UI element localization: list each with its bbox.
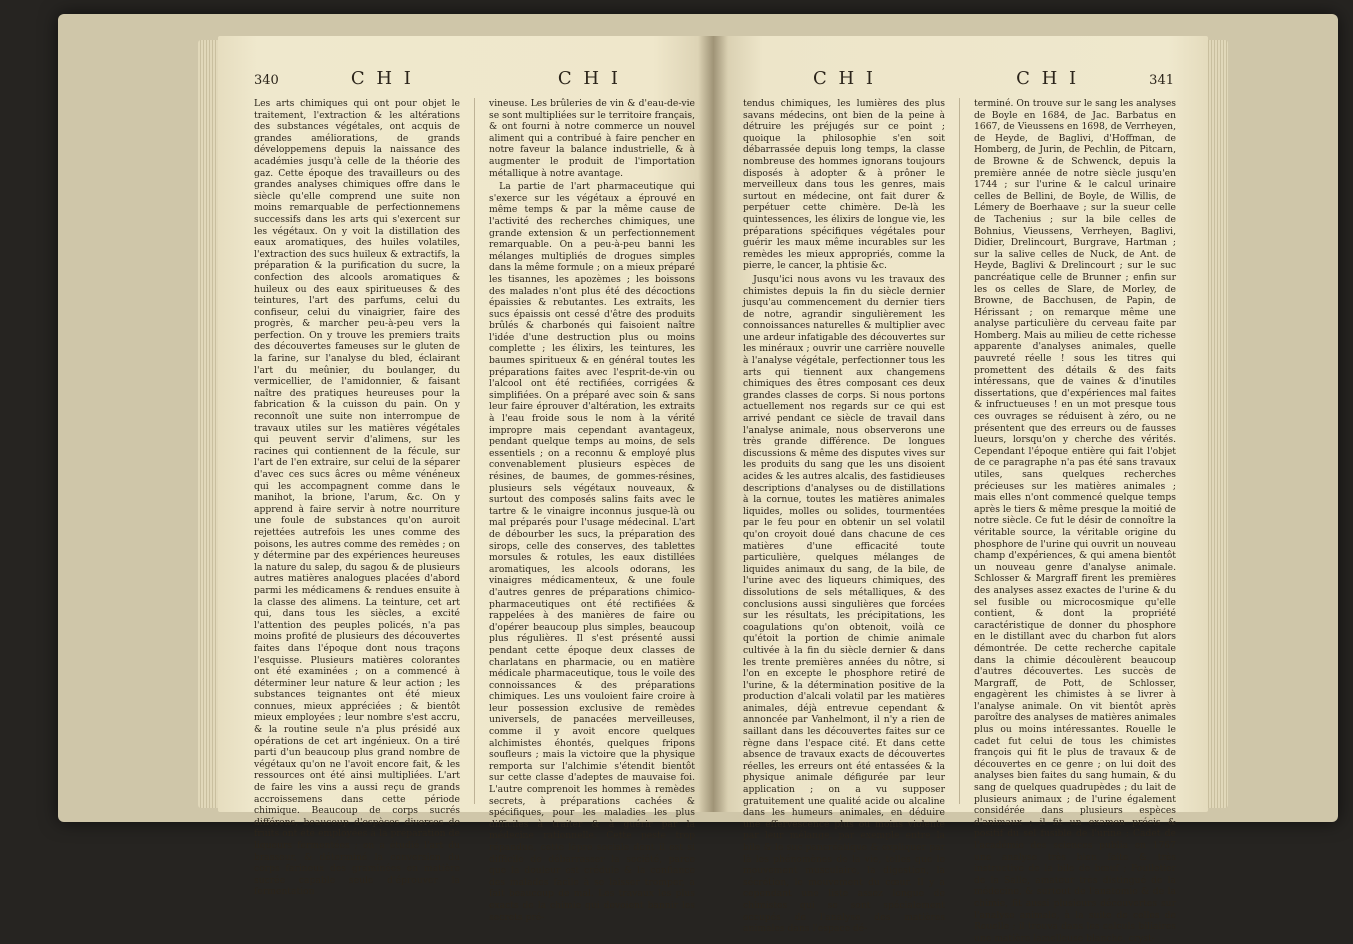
paragraph: Les arts chimiques qui ont pour objet le traitement, l'extraction & les altérations des substances végétales, ont acquis de grandes améliorations, de grands développemens depuis la naissance des académies jusqu'à celle de la théorie des gaz. Cette époque des travailleurs ou des grandes analyses chimiques offre dans le siècle qu'elle comprend une suite non moins remarquable de perfectionnemens successifs dans les arts qui s'exercent sur les végétaux. On y voit la distillation des eaux aromatiques, des huiles volatiles, l'extraction des sucs huileux & extractifs, la préparation & la purification du sucre, la confection des alcools aromatiques & huileux ou des eaux spiritueuses & des teintures, l'art des parfums, celui du confiseur, celui du vinaigrier, faire des progrès, & marcher peu-à-peu vers la perfection. On y trouve les premiers traits des découvertes fameuses sur le gluten de la farine, sur l'analyse du bled, éclairant l'art du meûnier, du boulanger, du vermicellier, de l'amidonnier, & faisant naître des pratiques heureuses pour la fabrication & la cuisson du pain. On y reconnoît une suite non interrompue de travaux utiles sur les matières végétales qui peuvent servir d'alimens, sur les racines qui contiennent de la fécule, sur l'art de l'en extraire, sur celui de la séparer d'avec ces sucs âcres ou même vénéneux qui les accompagnent comme dans le manihot, la brione, l'arum, &c. On y apprend à faire servir à notre nourriture une foule de substances qu'on auroit rejettées autrefois les unes comme des poisons, les autres comme des remèdes ; on y détermine par des expériences heureuses la nature du salep, du sagou & de plusieurs autres matières analogues placées d'abord parmi les médicamens & rendues ensuite à la classe des alimens. La teinture, cet art qui, dans tous les siècles, a excité l'attention des peuples policés, n'a pas moins profité de plusieurs des découvertes faites dans l'époque dont nous traçons l'esquisse. Plusieurs matières colorantes ont été examinées ; on a commencé à déterminer leur nature & leur action ; les substances teignantes ont été mieux connues, mieux appréciées ; & bientôt mieux employées ; leur nombre s'est accru, & la routine seule n'a plus présidé aux opérations de cet art ingénieux. On a tiré parti d'un beaucoup plus grand nombre de végétaux qu'on ne l'avoit encore fait, & les ressources ont été ainsi multipliées. L'art de faire les vins a aussi reçu de grands accroissemens dans cette période chimique. Beaucoup de corps sucrés différens, beaucoup d'espèces diverses de fruits ont été employées à la préparation de liqueurs fermentées ; on a étudié l'art du brasseur, & déterminé la conversion du corps farineux des graminées en matière sucrée capable seule d'éprouver la fermentation bbox=[254, 98, 460, 898]
right-column-1 bbox=[743, 98, 945, 935]
left-page bbox=[218, 36, 713, 923]
left-head-word-1: C H I bbox=[350, 68, 414, 89]
page-edges-right bbox=[1206, 40, 1228, 808]
paragraph: Jusqu'ici nous avons vu les travaux des chimistes depuis la fin du siècle dernier jusqu'au commencement du dernier tiers de notre, agrandir singulièrement les connoissances naturelles & multiplier avec une ardeur infatigable des découvertes sur les minéraux ; ouvrir une carrière nouvelle à l'analyse végétale, perfectionner tous les arts qui tiennent aux changemens chimiques des êtres composant ces deux grandes classes de corps. Si nous portons actuellement nos regards sur ce qui est arrivé pendant ce siècle de travail dans l'analyse animale, nous observerons une très grande différence. De longues discussions & même des disputes vives sur les produits du sang que les uns disoient acides & les autres alcalis, des fastidieuses descriptions d'analyses ou de distillations à la cornue, toutes les matières animales liquides, molles ou solides, tourmentées par le feu pour en obtenir un sel volatil qu'on croyoit doué dans chacune de ces matières d'une efficacité toute particulière, quelques mélanges de liquides animaux du sang, de la bile, de l'urine avec des liqueurs chimiques, des dissolutions de sels métalliques, & des conclusions aussi singulières que forcées sur les résultats, les précipitations, les coagulations qu'on obtenoit, voilà ce qu'étoit la portion de chimie animale cultivée à la fin du siècle dernier & dans les trente premières années du nôtre, si l'on en excepte le phosphore retiré de l'urine, & la détermination positive de la production d'alcali volatil par les matières animales, déjà entrevue cependant & annoncée par Vanhelmont, il n'y a rien de saillant dans les découvertes faites sur ce règne dans l'espace cité. Et dans cette absence de travaux exacts de découvertes réelles, les erreurs ont été entassées & la physique animale défigurée par leur application ; on a vu supposer gratuitement une qualité acide ou alcaline dans les humeurs animales, en déduire une effervescence plus ou moins violente par leur mélange, par exemple entre la bile & le suc pancréatique & expliquer par là les phénomènes de la vie, telles que le mouvement musculaire, la digestion, la sécrétion, le mouvement du cœur. Il y a cependant une liste assez longue de chimistes qui se sont spécialement occupés de l'analyse des matières animales dans l'espace dé- bbox=[743, 273, 945, 935]
paragraph: tendus chimiques, les lumières des plus savans médecins, ont bien de la peine à détruire les préjugés sur ce point ; quoique la philosophie s'en soit débarrassée depuis long temps, la classe nombreuse des hommes ignorans toujours disposés à adopter & à prôner le merveilleux dans tous les genres, mais surtout en médecine, ont fait durer & perpétuer cette chimère. De-là les quintessences, les élixirs de longue vie, les préparations spécifiques végétales pour guérir les maux même incurables sur les remèdes les mieux appropriés, comme la pierre, le cancer, la phtisie &c. bbox=[743, 98, 945, 272]
right-head-word-1: C H I bbox=[813, 68, 877, 89]
left-column-1 bbox=[254, 98, 460, 898]
left-running-head bbox=[254, 68, 693, 98]
right-page-number: 341 bbox=[1149, 73, 1174, 88]
left-head-word-2: C H I bbox=[557, 68, 621, 89]
paragraph: vineuse. Les brûleries de vin & d'eau-de-vie se sont multipliées sur le territoire français, & ont fourni à notre commerce un nouvel aliment qui a contribué à faire pencher en notre faveur la balance industrielle, & à augmenter le produit de l'importation métallique à notre avantage. bbox=[489, 98, 695, 179]
right-column-2 bbox=[974, 98, 1176, 944]
page-edges-left bbox=[198, 40, 220, 808]
column-divider bbox=[959, 98, 960, 804]
paragraph: La partie de l'art pharmaceutique qui s'exerce sur les végétaux a éprouvé en même temps & par la même cause de l'activité des recherches chimiques, une grande extension & un perfectionnement remarquable. On a peu-à-peu banni les mélanges multipliés de drogues simples dans la même formule ; on a mieux préparé les tisannes, les apozèmes ; les boissons des malades n'ont plus été des décoctions épaissies & rebutantes. Les extraits, les sucs épaissis ont cessé d'être des produits brûlés & charbonés qui faisoient naître l'idée d'une destruction plus ou moins complette ; les élixirs, les teintures, les baumes spiritueux & en général toutes les préparations faites avec l'esprit-de-vin ou l'alcool ont été rectifiées, corrigées & simplifiées. On a préparé avec soin & sans leur faire éprouver d'altération, les extraits à l'eau froide sous le nom à la vérité impropre mais cependant avantageux, pendant quelque temps au moins, de sels essentiels ; on a reconnu & employé plus convenablement plusieurs espèces de résines, de baumes, de gommes-résines, plusieurs sels végétaux nouveaux, & surtout des composés salins faits avec le tartre & le vinaigre inconnus jusque-là ou mal préparés pour l'usage médecinal. L'art de débourber les sucs, la préparation des sirops, celle des conserves, des tablettes morsules & rotules, les eaux distillées aromatiques, les alcools odorans, les vinaigres médicamenteux, & une foule d'autres genres de préparations chimico-pharmaceutiques ont été rectifiées & rappelées à des manières de faire ou d'opérer beaucoup plus simples, beaucoup plus régulières. Il s'est présenté aussi pendant cette époque deux classes de charlatans en pharmacie, ou en matière médicale pharmaceutique, tous le voile des connoissances & des préparations chimiques. Les uns vouloient faire croire à leur possession exclusive de remèdes universels, de panacées merveilleuses, comme il y avoit encore quelques alchimistes éhontés, quelques fripons soufleurs ; mais la victoire que la physique remporta sur l'alchimie s'étendit bientôt sur cette classe d'adeptes de mauvaise foi. L'autre comprenoit les hommes à remèdes secrets, à préparations cachées & spécifiques, pour les maladies les plus difficiles à traiter & à guérir par la médecine rationnelle. Cette peste trop répandue, cette lèpre sociale dont il est si difficile de débarrasser la société, parce que la douleur est crédule & la confiance des malades facile à se laisser tromper, a fait beaucoup de mal. Les travaux les plus exacts de la chimie qui devoient bannir les secrets pré- bbox=[489, 181, 695, 923]
left-text-columns bbox=[254, 98, 695, 923]
open-book bbox=[58, 14, 1338, 944]
right-text-columns bbox=[743, 98, 1176, 944]
right-page bbox=[713, 36, 1208, 944]
paragraph: terminé. On trouve sur le sang les analyses de Boyle en 1684, de Jac. Barbatus en 1667, de Vieussens en 1698, de Verrheyen, de Heyde, de Baglivi, d'Hoffman, de Homberg, de Jurin, de Pechlin, de Pitcarn, de Browne & de Schwenck, depuis la première année de notre siècle jusqu'en 1744 ; sur l'urine & le calcul urinaire celles de Bellini, de Boyle, de Willis, de Lémery de Boerhaave ; sur la sueur celle de Tachenius ; sur la bile celles de Bohnius, Vieussens, Verrheyen, Baglivi, Didier, Drelincourt, Burgrave, Hartman ; sur la salive celles de Nuck, de Ant. de Heyde, Baglivi & Drelincourt ; sur le suc pancréatique celle de Brunner ; enfin sur les os celles de Slare, de Morley, de Browne, de Bacchusen, de Papin, de Hérissant ; on remarque même une analyse particulière du cerveau faite par Homberg. Mais au milieu de cette richesse apparente d'analyses animales, quelle pauvreté réelle ! sous les titres qui promettent des détails & des faits intéressans, que de vaines & d'inutiles dissertations, que d'expériences mal faites & infructueuses ! en un mot presque tous ces ouvrages se réduisent à zéro, ou ne présentent que des erreurs ou de fausses lueurs, lorsqu'on y cherche des vérités. Cependant l'époque entière qui fait l'objet de ce paragraphe n'a pas été sans travaux utiles, sans quelques recherches précieuses sur les matières animales ; mais elles n'ont commencé quelque temps après le tiers & même presque la moitié de notre siècle. Ce fut le désir de connoître la véritable source, la véritable origine du phosphore de l'urine qui ouvrit un nouveau champ d'expériences, & qui amena bientôt un nouveau genre d'analyse animale. Schlosser & Margraff firent les premières des analyses assez exactes de l'urine & du sel fusible ou microcosmique qu'elle contient, & dont la propriété caractéristique de donner du phosphore en le distillant avec du charbon fut alors démontrée. De cette recherche capitale dans la chimie découlèrent beaucoup d'autres découvertes. Les succès de Margraff, de Pott, de Schlosser, engagèrent les chimistes à se livrer à l'analyse animale. On vit bientôt après paroître des analyses de matières animales plus ou moins intéressantes. Rouelle le cadet fut celui de tous les chimistes françois qui fit le plus de travaux & de découvertes en ce genre ; on lui doit des analyses bien faites du sang humain, & du sang de quelques quadrupèdes ; du lait de plusieurs animaux ; de l'urine également considérée dans plusieurs espèces d'animaux ; il fit un examen précis & positif du sel fusible de l'urine ; Cadet de l'académie des sciences publia en 1767 une analyse très bien faite & très instructive de la bile de bœuf ; Poulletier de la Salle, amateur très distingué de la médecine, & surtout de l'anatomie & de la chimie, fit aussi plusieurs découvertes sur l'analyse animale, à la suite de celles de Rouelle ; il trouva dans les calculs biliaires une matière lamelleuse blanche, cryst- bbox=[974, 98, 1176, 944]
left-column-2 bbox=[489, 98, 695, 923]
book-gutter bbox=[698, 36, 728, 812]
left-page-number: 340 bbox=[254, 73, 279, 88]
column-divider bbox=[474, 98, 475, 804]
right-running-head bbox=[743, 68, 1174, 98]
right-head-word-2: C H I bbox=[1016, 68, 1080, 89]
